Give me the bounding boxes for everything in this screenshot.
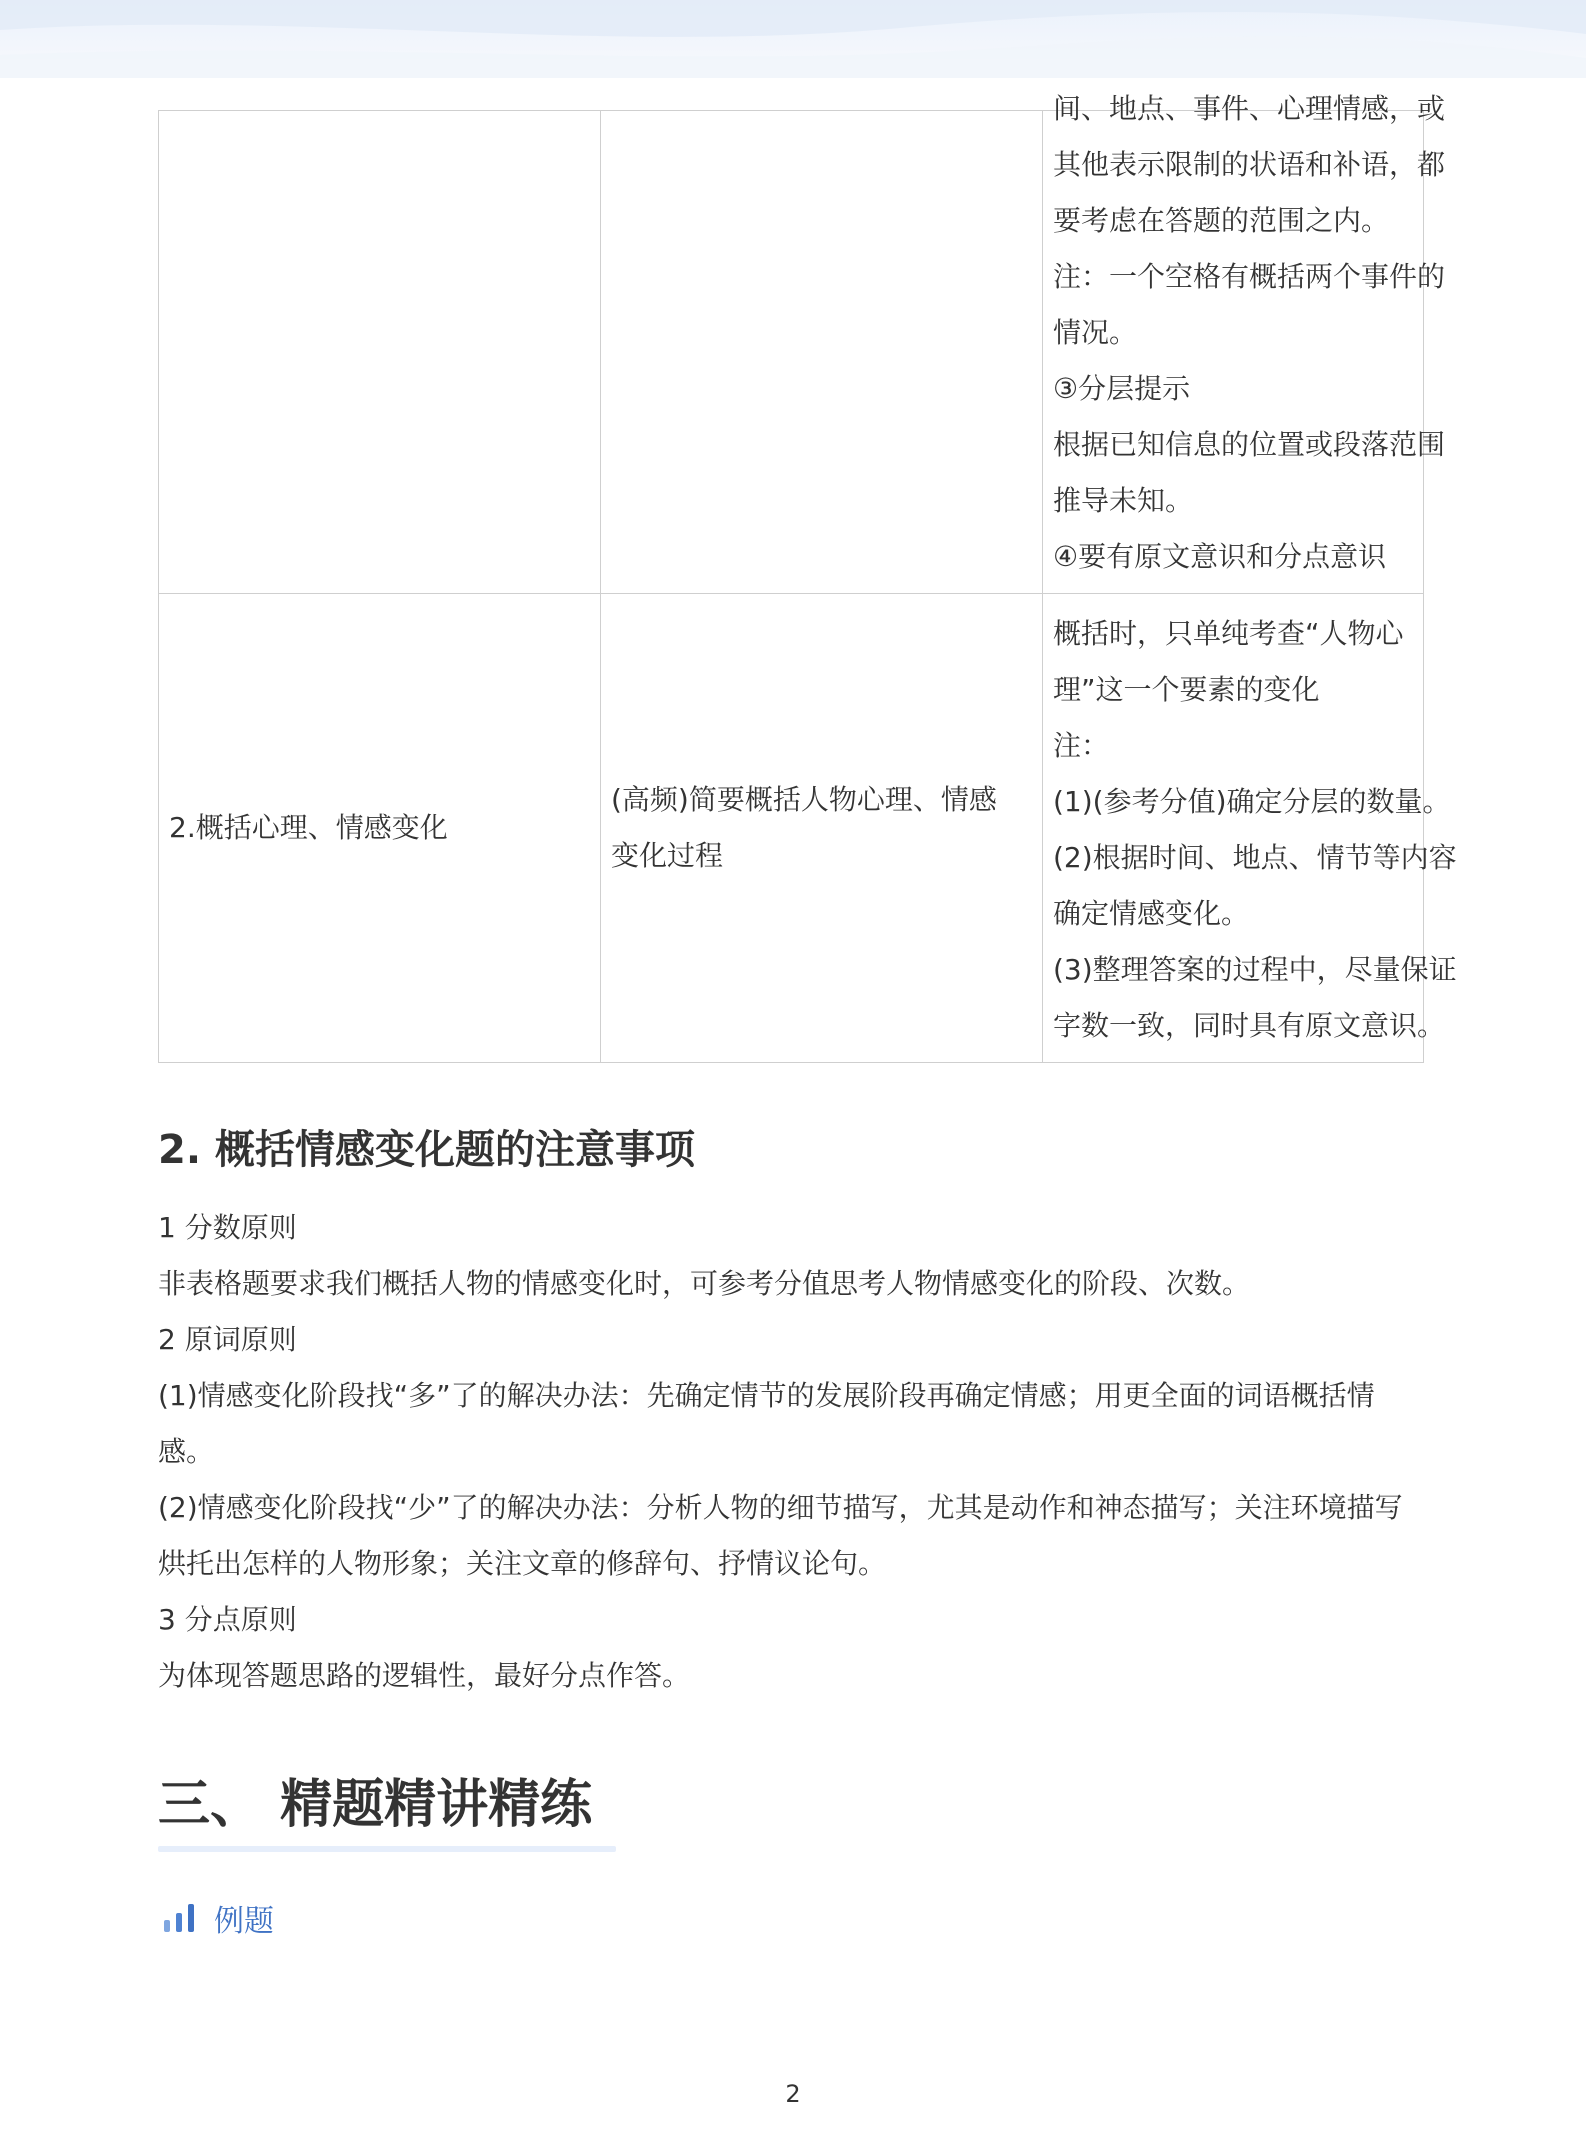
- cell-line: 理”这一个要素的变化: [1053, 673, 1320, 706]
- section-body: [158, 1200, 1428, 1704]
- cell-line: ④要有原文意识和分点意识: [1053, 540, 1387, 573]
- cell-line: 确定情感变化。: [1053, 897, 1250, 930]
- paragraph-line: 感。: [158, 1435, 215, 1468]
- table-row: [159, 594, 1424, 1063]
- cell-line: 概括时，只单纯考查“人物心: [1053, 617, 1404, 650]
- page-header-band: [0, 0, 1586, 78]
- header-wave-decoration: [0, 0, 1586, 78]
- cell-line: 变化过程: [611, 839, 724, 872]
- cell-line: 根据已知信息的位置或段落范围: [1053, 428, 1446, 461]
- paragraph-line: 烘托出怎样的人物形象；关注文章的修辞句、抒情议论句。: [158, 1547, 887, 1580]
- table-cell-question: [601, 594, 1043, 1063]
- paragraph-line: 非表格题要求我们概括人物的情感变化时，可参考分值思考人物情感变化的阶段、次数。: [158, 1267, 1251, 1300]
- paragraph-line: 1 分数原则: [158, 1211, 297, 1244]
- cell-line: 注：一个空格有概括两个事件的: [1053, 260, 1446, 293]
- cell-line: 推导未知。: [1053, 484, 1194, 517]
- paragraph-line: (1)情感变化阶段找“多”了的解决办法：先确定情节的发展阶段再确定情感；用更全面的词语概括情: [158, 1379, 1375, 1412]
- table-row: [159, 111, 1424, 594]
- table-cell: [1043, 92, 1446, 594]
- paragraph-line: 为体现答题思路的逻辑性，最好分点作答。: [158, 1659, 691, 1692]
- example-label-row: [162, 1896, 274, 1940]
- cell-line: ③分层提示: [1053, 372, 1191, 405]
- paragraph-line: (2)情感变化阶段找“少”了的解决办法：分析人物的细节描写，尤其是动作和神态描写；关注环境描写: [158, 1491, 1403, 1524]
- table-cell-category: 2.概括心理、情感变化: [159, 594, 601, 1063]
- cell-line: 注：: [1053, 729, 1110, 762]
- cell-line: (高频)简要概括人物心理、情感: [611, 783, 997, 816]
- table-cell: [601, 111, 1043, 594]
- cell-line: 字数一致，同时具有原文意识。: [1053, 1009, 1446, 1042]
- page-number: 2: [785, 2080, 801, 2108]
- cell-line: (1)(参考分值)确定分层的数量。: [1053, 785, 1451, 818]
- clipped-line: 间、地点、事件、心理情感，或: [1053, 92, 1446, 125]
- table-cell-method: [1043, 594, 1457, 1063]
- chapter-heading: 三、 精题精讲精练: [158, 1775, 593, 1835]
- example-label: 例题: [214, 1904, 274, 1939]
- cell-line: 其他表示限制的状语和补语，都: [1053, 148, 1446, 181]
- bar-chart-icon: [162, 1900, 198, 1936]
- section-heading: 2. 概括情感变化题的注意事项: [158, 1127, 695, 1173]
- cell-line: (2)根据时间、地点、情节等内容: [1053, 841, 1457, 874]
- cell-line: 要考虑在答题的范围之内。: [1053, 204, 1390, 237]
- table-cell: [159, 111, 601, 594]
- paragraph-line: 2 原词原则: [158, 1323, 297, 1356]
- cell-line: (3)整理答案的过程中，尽量保证: [1053, 953, 1457, 986]
- cell-line: 情况。: [1053, 316, 1138, 349]
- heading-underline: [158, 1846, 616, 1852]
- summary-table: [158, 92, 1457, 1063]
- paragraph-line: 3 分点原则: [158, 1603, 297, 1636]
